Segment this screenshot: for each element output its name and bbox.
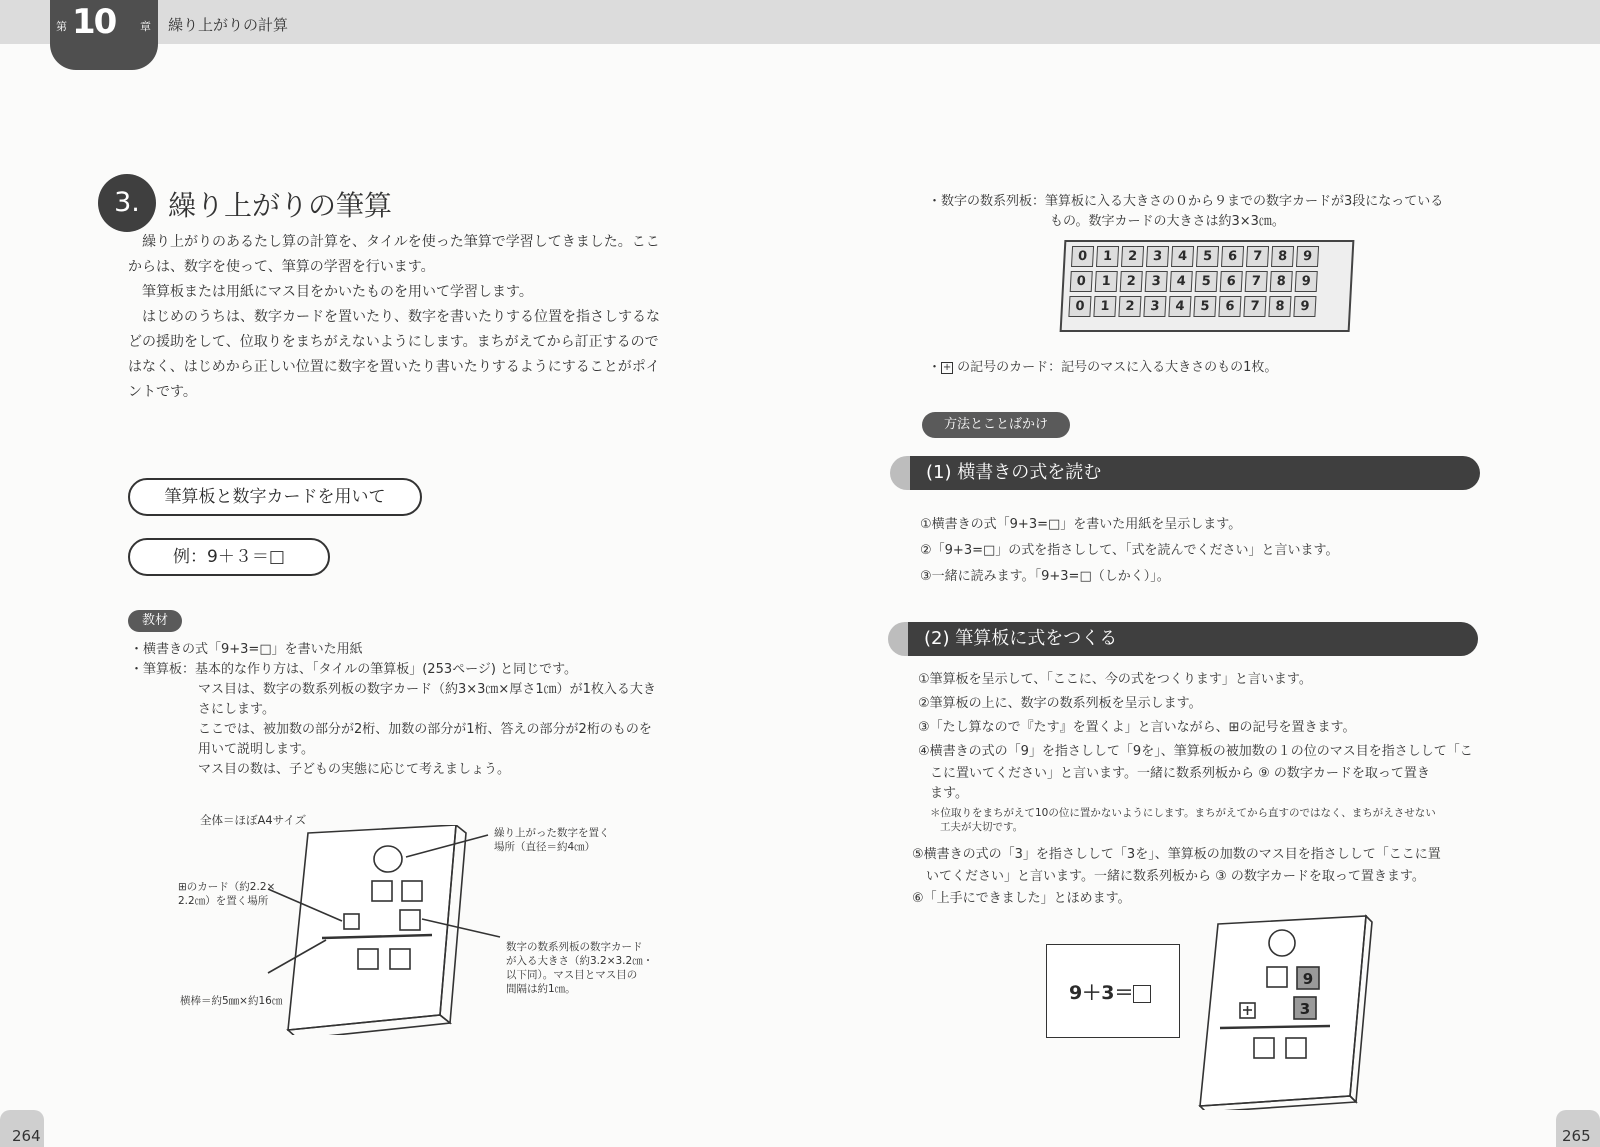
digit-card: 1 <box>1095 271 1118 292</box>
step1-list <box>920 512 1520 590</box>
digit-card: 6 <box>1220 271 1243 292</box>
step-item: ③「たし算なので『たす』を置くよ」と言いながら、⊞の記号を置きます。 <box>918 720 1356 735</box>
page-number-right: 265 <box>1562 1127 1591 1145</box>
intro-line: はじめのうちは、数字カードを置いたり、数字を書いたりする位置を指さしするな <box>142 309 660 325</box>
digit-card: 2 <box>1118 296 1141 317</box>
equation-card <box>1046 944 1180 1038</box>
chapter-prefix: 第 <box>56 20 67 33</box>
page-number-left: 264 <box>12 1127 41 1145</box>
intro-line: ントです。 <box>128 384 197 400</box>
materials-item: マス目の数は、子どもの実態に応じて考えましょう。 <box>198 762 511 777</box>
digit-card: 9 <box>1293 296 1316 317</box>
materials-item: ・横書きの式「9+3=□」を書いた用紙 <box>130 642 363 657</box>
card-description: ・数字の数系列板：筆算板に入る大きさの０から９までの数字カードが3段になっている もの。数字カードの大きさは約3×3㎝。 <box>928 194 1444 229</box>
answer-box-icon <box>1133 985 1151 1003</box>
digit-card: 5 <box>1196 246 1219 267</box>
materials-item: さにします。 <box>198 702 275 717</box>
materials-item: マス目は、数字の数系列板の数字カード（約3×3㎝×厚さ1㎝）が1枚入る大き <box>198 682 656 697</box>
band-cap <box>890 456 910 490</box>
callout-carry: 繰り上がった数字を置く 場所（直径＝約4㎝） <box>494 827 610 853</box>
digit-card: 0 <box>1070 271 1093 292</box>
step-item: ⑤横書きの式の「3」を指さしして「3を」、筆算板の加数のマス目を指さしして「ここに置 <box>912 847 1441 862</box>
board-outline <box>288 825 456 1030</box>
equation-text: 9＋3＝ <box>1069 982 1134 1004</box>
digit-card: 0 <box>1071 246 1094 267</box>
chapter-suffix: 章 <box>140 20 151 33</box>
board-digit-9: 9 <box>1302 970 1314 988</box>
chapter-tab <box>50 0 158 70</box>
symbol-card-desc: ・ + の記号のカード：記号のマスに入る大きさのもの1枚。 <box>928 360 1278 375</box>
pill-heading: 筆算板と数字カードを用いて <box>128 478 422 516</box>
step-item: ⑥「上手にできました」とほめます。 <box>912 891 1131 906</box>
step-item: ①横書きの式「9+3=□」を書いた用紙を呈示します。 <box>920 517 1242 532</box>
step-item: ②筆算板の上に、数字の数系列板を呈示します。 <box>918 696 1202 711</box>
digit-card: 4 <box>1171 246 1194 267</box>
digit-card: 9 <box>1295 271 1318 292</box>
digit-card: 3 <box>1146 246 1169 267</box>
digit-card: 2 <box>1121 246 1144 267</box>
intro-line: 筆算板または用紙にマス目をかいたものを用いて学習します。 <box>142 284 533 300</box>
board-digit-3: 3 <box>1299 1000 1311 1018</box>
note: ＊位取りをまちがえて10の位に置かないようにします。まちがえてから直すのではなく、まちがえさせない 工夫が大切です。 <box>930 807 1436 833</box>
callout-cell: 数字の数系列板の数字カード が入る大きさ（約3.2×3.2㎝・ 以下同）。マス目とマス目の 間隔は約1㎝。 <box>506 941 654 995</box>
digit-row <box>1071 246 1346 267</box>
step-item: ③一緒に読みます。「9+3=□（しかく）」。 <box>920 569 1170 584</box>
intro-line: 繰り上がりのあるたし算の計算を、タイルを使った筆算で学習してきました。ここ <box>142 234 660 250</box>
digit-card: 1 <box>1096 246 1119 267</box>
digit-card: 3 <box>1143 296 1166 317</box>
step2-heading: (2) 筆算板に式をつくる <box>908 622 1478 656</box>
digit-card: 5 <box>1193 296 1216 317</box>
intro-line: どの援助をして、位取りをまちがえないようにします。まちがえてから訂正するので <box>128 334 659 350</box>
digit-card: 7 <box>1243 296 1266 317</box>
step-item: ます。 <box>930 786 968 801</box>
digit-card: 2 <box>1120 271 1143 292</box>
step2-list-b <box>912 844 1502 910</box>
digit-row <box>1070 271 1345 292</box>
digit-card: 0 <box>1068 296 1091 317</box>
digit-card: 7 <box>1246 246 1269 267</box>
digit-card: 6 <box>1218 296 1241 317</box>
chapter-title: 繰り上がりの計算 <box>168 16 289 34</box>
board-outline <box>1200 916 1366 1106</box>
step-item: いてください」と言います。一緒に数系列板から ③ の数字カードを取って置きます。 <box>926 869 1425 884</box>
digit-card-board <box>1060 240 1355 332</box>
step1-heading: (1) 横書きの式を読む <box>910 456 1480 490</box>
digit-card: 6 <box>1221 246 1244 267</box>
plus-box-icon: + <box>942 361 952 373</box>
digit-card: 4 <box>1168 296 1191 317</box>
intro-text <box>128 230 688 405</box>
digit-card: 9 <box>1296 246 1319 267</box>
digit-card: 5 <box>1195 271 1218 292</box>
callout-bar: 横棒＝約5㎜×約16㎝ <box>180 995 283 1007</box>
digit-card: 7 <box>1245 271 1268 292</box>
figure-size-note: 全体＝ほぼA4サイズ <box>200 813 307 827</box>
step2-list <box>918 668 1498 804</box>
materials-tag: 教材 <box>128 610 182 632</box>
intro-line: はなく、はじめから正しい位置に数字を置いたり書いたりするようにすることがポイ <box>128 359 660 375</box>
step-item: ①筆算板を呈示して、「ここに、今の式をつくります」と言います。 <box>918 672 1312 687</box>
step-item: こに置いてください」と言います。一緒に数系列板から ⑨ の数字カードを取って置き <box>930 766 1430 781</box>
digit-card: 4 <box>1170 271 1193 292</box>
digit-card: 8 <box>1268 296 1291 317</box>
materials-item: ・筆算板：基本的な作り方は、「タイルの筆算板」(253ページ) と同じです。 <box>130 662 578 677</box>
section-title: 繰り上がりの筆算 <box>168 189 393 222</box>
digit-row <box>1068 296 1343 317</box>
digit-card: 8 <box>1271 246 1294 267</box>
band-cap <box>888 622 908 656</box>
example-box: 例：9＋３＝□ <box>128 538 330 576</box>
materials-list <box>130 640 700 780</box>
section-number: 3. <box>98 174 156 232</box>
materials-item: 用いて説明します。 <box>198 742 314 757</box>
chapter-number: 10 <box>72 2 116 42</box>
digit-card: 8 <box>1270 271 1293 292</box>
step-item: ④横書きの式の「9」を指さしして「9を」、筆算板の被加数の１の位のマス目を指さしして「こ <box>918 744 1473 759</box>
digit-card: 3 <box>1145 271 1168 292</box>
callout-plus: ⊞のカード（約2.2× 2.2㎝）を置く場所 <box>178 881 276 907</box>
board-with-cards <box>1190 910 1380 1110</box>
method-tag: 方法とことばかけ <box>922 412 1070 438</box>
step-item: ②「9+3=□」の式を指さしして、「式を読んでください」と言います。 <box>920 543 1339 558</box>
intro-line: からは、数字を使って、筆算の学習を行います。 <box>128 259 435 275</box>
digit-card: 1 <box>1093 296 1116 317</box>
materials-item: ここでは、被加数の部分が2桁、加数の部分が1桁、答えの部分が2桁のものを <box>198 722 652 737</box>
